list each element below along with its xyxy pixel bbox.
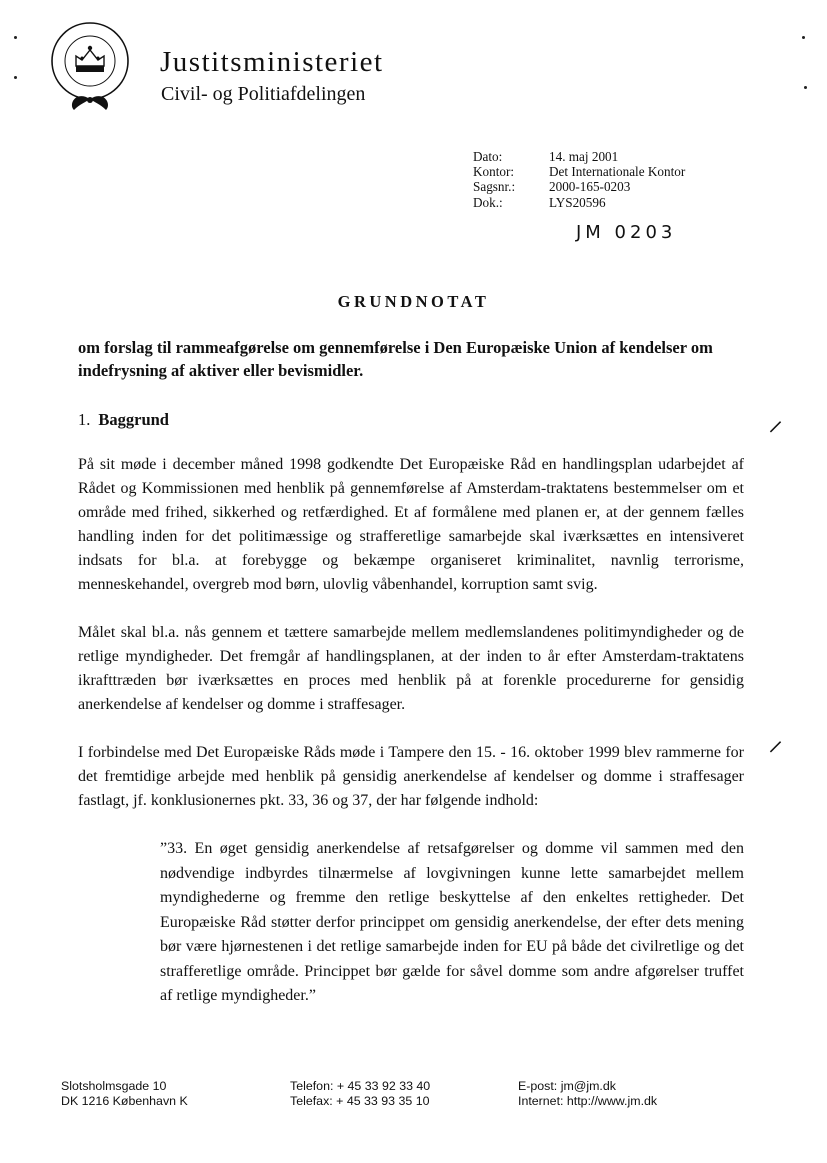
meta-row-doc bbox=[473, 195, 685, 210]
meta-row-case-number bbox=[473, 179, 685, 194]
section-number: 1. bbox=[78, 410, 91, 429]
meta-label: Dok.: bbox=[473, 194, 503, 210]
footer-telephone: Telefon: + 45 33 92 33 40 bbox=[290, 1079, 431, 1093]
footer-phone bbox=[290, 1079, 430, 1109]
scan-speck bbox=[14, 76, 17, 79]
meta-row-office bbox=[473, 164, 685, 179]
meta-label: Sagsnr.: bbox=[473, 179, 516, 195]
block-quote: ”33. En øget gensidig anerkendelse af retsafgørelser og domme vil sammen med den nødvendige indbyrdes tilnærmelse af lovgivningen kunne lette samarbejdet mellem myndighederne og fremme den retlige beskyttelse af den enkeltes rettigheder. Det Europæiske Råd støtter derfor princippet om gensidig anerkendelse, der efter dets mening bør være hjørnestenen i det retlige samarbejde inden for EU på både det civilretlige og det strafferetlige område. Princippet bør gælde for såvel domme som andre afgørelser truffet af retlige myndigheder.” bbox=[160, 840, 744, 1004]
ministry-name: Justitsministeriet bbox=[160, 46, 384, 78]
paragraph: I forbindelse med Det Europæiske Råds møde i Tampere den 15. - 16. oktober 1999 blev rammerne for det fremtidige arbejde med henblik på gensidig anerkendelse af kendelser og domme i straffesager fastlagt, jf. konklusionernes pkt. 33, 36 og 37, der har følgende indhold: bbox=[78, 744, 744, 809]
scan-speck bbox=[802, 36, 805, 39]
scan-speck bbox=[804, 86, 807, 89]
footer-address bbox=[61, 1079, 188, 1109]
scan-speck bbox=[14, 36, 17, 39]
meta-value: 14. maj 2001 bbox=[549, 149, 619, 164]
footer-email: E-post: jm@jm.dk bbox=[518, 1079, 616, 1093]
meta-label: Dato: bbox=[473, 149, 503, 164]
margin-mark: ⸝ bbox=[768, 723, 783, 758]
footer-telefax: Telefax: + 45 33 93 35 10 bbox=[290, 1094, 430, 1108]
footer-contact bbox=[518, 1079, 657, 1109]
paragraph: På sit møde i december måned 1998 godkendte Det Europæiske Råd en handlingsplan udarbejdet af Rådet og Kommissionen med henblik på gennemførelse af Amsterdam-traktatens bestemmelser om et område med frihed, sikkerhed og retfærdighed. Et af formålene med planen er, at der gennem fælles handling inden for det politimæssige og strafferetlige samarbejde skal iværksættes en intensiveret indsats for bl.a. at forebygge og bekæmpe organiseret kriminalitet, navnlig terrorisme, menneskehandel, overgreb mod børn, ulovlig våbenhandel, korruption samt svig. bbox=[78, 456, 744, 593]
meta-label: Kontor: bbox=[473, 164, 515, 180]
footer-address-line: DK 1216 København K bbox=[61, 1094, 188, 1108]
document-title: GRUNDNOTAT bbox=[337, 292, 490, 311]
document-metadata bbox=[473, 149, 685, 210]
section-heading bbox=[78, 410, 169, 430]
department-name: Civil- og Politiafdelingen bbox=[161, 83, 366, 105]
meta-value: 2000-165-0203 bbox=[549, 179, 631, 195]
handwritten-note: JM 0203 bbox=[576, 222, 677, 243]
meta-row-date bbox=[473, 149, 685, 164]
paragraph: Målet skal bl.a. nås gennem et tættere samarbejde mellem medlemslandenes politimyndigheder og de retlige myndigheder. Det fremgår af handlingsplanen, at der inden to år efter Amsterdam-traktatens ikrafttræden bør iværksættes en proces med henblik på at forenkle procedurerne for gensidig anerkendelse af kendelser og domme i straffesager. bbox=[78, 624, 744, 713]
meta-value: Det Internationale Kontor bbox=[549, 164, 686, 180]
document-subject: om forslag til rammeafgørelse om gennemførelse i Den Europæiske Union af kendelser om indefrysning af aktiver eller bevismidler. bbox=[78, 338, 713, 380]
margin-mark: ⸝ bbox=[768, 403, 783, 438]
meta-value: LYS20596 bbox=[549, 194, 606, 210]
footer-address-line: Slotsholmsgade 10 bbox=[61, 1079, 167, 1093]
ministry-seal bbox=[46, 20, 134, 112]
footer-internet: Internet: http://www.jm.dk bbox=[518, 1094, 658, 1108]
section-title: Baggrund bbox=[98, 410, 169, 429]
